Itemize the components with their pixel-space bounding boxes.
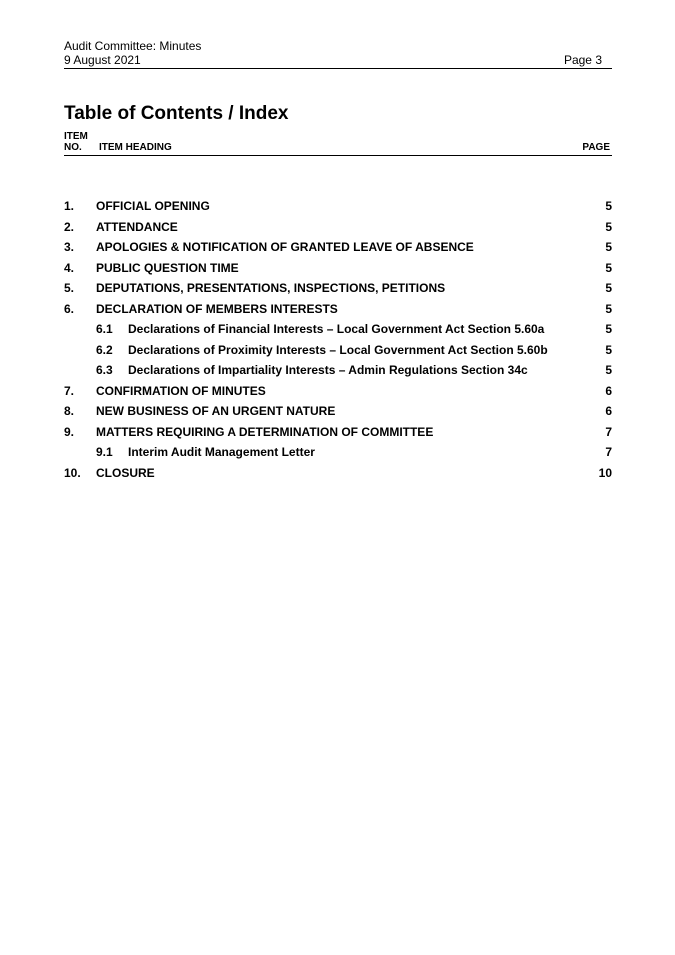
toc-entry-page: 5 bbox=[605, 301, 612, 316]
toc-entry-page: 10 bbox=[598, 465, 612, 480]
toc-entry-title: MATTERS REQUIRING A DETERMINATION OF COMMITTEE bbox=[96, 424, 434, 439]
toc-entry-title: Declarations of Impartiality Interests – Admin Regulations Section 34c bbox=[128, 363, 528, 377]
toc-entry[interactable] bbox=[64, 237, 612, 258]
toc-entry-page: 5 bbox=[605, 199, 612, 213]
toc-entry-number: 4. bbox=[64, 260, 75, 275]
toc-entry-title: DECLARATION OF MEMBERS INTERESTS bbox=[96, 301, 338, 316]
toc-subentry[interactable] bbox=[64, 319, 612, 340]
toc-subentry[interactable] bbox=[64, 442, 612, 463]
toc-entry-number: 3. bbox=[64, 240, 75, 254]
toc-entry[interactable] bbox=[64, 381, 612, 402]
item-heading-column-header: ITEM HEADING bbox=[99, 142, 172, 153]
toc-subentry[interactable] bbox=[64, 340, 612, 361]
toc-entry-page: 5 bbox=[605, 322, 612, 336]
running-header bbox=[64, 39, 612, 67]
toc-entry-page: 5 bbox=[605, 219, 612, 234]
toc-subentry[interactable] bbox=[64, 360, 612, 381]
toc-entry-number: 6.2 bbox=[96, 342, 113, 357]
item-number-column-header bbox=[64, 131, 98, 153]
toc-entry-number: 9. bbox=[64, 424, 75, 439]
toc-entry-page: 5 bbox=[605, 281, 612, 295]
header-divider bbox=[64, 68, 612, 69]
toc-entry-number: 9.1 bbox=[96, 445, 113, 459]
toc-entry-page: 5 bbox=[605, 260, 612, 275]
toc-entry-page: 7 bbox=[605, 424, 612, 439]
toc-entry-title: APOLOGIES & NOTIFICATION OF GRANTED LEAVE OF ABSENCE bbox=[96, 240, 474, 254]
toc-entry-title: DEPUTATIONS, PRESENTATIONS, INSPECTIONS, PETITIONS bbox=[96, 281, 446, 295]
page-column-header: PAGE bbox=[582, 142, 610, 153]
toc-entry-title: Interim Audit Management Letter bbox=[128, 445, 315, 459]
toc-entry-number: 7. bbox=[64, 383, 75, 398]
toc-entry[interactable] bbox=[64, 258, 612, 279]
toc-entry-title: CLOSURE bbox=[96, 465, 155, 480]
toc-entry-title: Declarations of Financial Interests – Local Government Act Section 5.60a bbox=[128, 322, 545, 336]
toc-entry-title: ATTENDANCE bbox=[96, 219, 178, 234]
meeting-date: 9 August 2021 bbox=[64, 53, 141, 67]
toc-entry-page: 5 bbox=[605, 363, 612, 377]
item-number-header-line2: NO. bbox=[64, 142, 82, 153]
toc-entry-page: 6 bbox=[605, 404, 612, 418]
toc-entry-number: 6. bbox=[64, 301, 75, 316]
toc-entry-number: 1. bbox=[64, 199, 75, 213]
toc-entry-title: Declarations of Proximity Interests – Local Government Act Section 5.60b bbox=[128, 342, 548, 357]
toc-entry-number: 2. bbox=[64, 219, 75, 234]
toc-entry[interactable] bbox=[64, 422, 612, 443]
toc-entry-page: 5 bbox=[605, 240, 612, 254]
toc-entry[interactable] bbox=[64, 401, 612, 422]
toc-entry-page: 6 bbox=[605, 383, 612, 398]
toc-entry-page: 7 bbox=[605, 445, 612, 459]
toc-entry-number: 5. bbox=[64, 281, 75, 295]
toc-entry[interactable] bbox=[64, 463, 612, 484]
document-name: Audit Committee: Minutes bbox=[64, 39, 202, 53]
toc-entry[interactable] bbox=[64, 217, 612, 238]
toc-list bbox=[64, 196, 612, 483]
toc-entry-number: 6.3 bbox=[96, 363, 113, 377]
page-title: Table of Contents / Index bbox=[64, 103, 289, 124]
toc-entry-title: CONFIRMATION OF MINUTES bbox=[96, 383, 266, 398]
item-number-header-line1: ITEM bbox=[64, 131, 88, 142]
toc-entry[interactable] bbox=[64, 299, 612, 320]
page-number: Page 3 bbox=[563, 53, 602, 67]
toc-entry-title: NEW BUSINESS OF AN URGENT NATURE bbox=[96, 404, 336, 418]
toc-entry-number: 8. bbox=[64, 404, 75, 418]
toc-entry-title: PUBLIC QUESTION TIME bbox=[96, 260, 239, 275]
toc-entry[interactable] bbox=[64, 196, 612, 217]
toc-entry-page: 5 bbox=[605, 342, 612, 357]
toc-entry[interactable] bbox=[64, 278, 612, 299]
column-header-divider bbox=[64, 155, 612, 156]
toc-entry-title: OFFICIAL OPENING bbox=[96, 199, 210, 213]
toc-entry-number: 6.1 bbox=[96, 322, 113, 336]
toc-entry-number: 10. bbox=[64, 465, 81, 480]
